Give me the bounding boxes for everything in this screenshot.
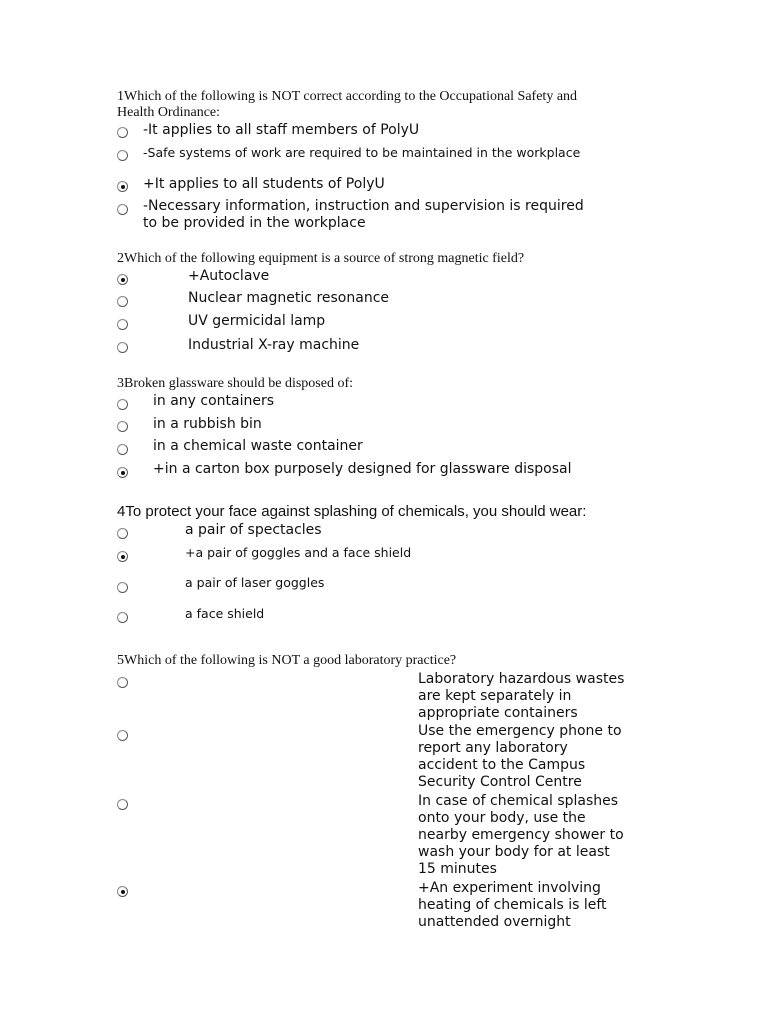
q1-option-4-label-cont: to be provided in the workplace	[143, 215, 366, 231]
q4-option-2-label: +a pair of goggles and a face shield	[185, 545, 412, 560]
question-1-text: 1Which of the following is NOT correct according to the Occupational Safety and	[117, 89, 578, 104]
question-3-text: 3Broken glassware should be disposed of:	[117, 376, 354, 391]
q2-option-3-label: UV germicidal lamp	[188, 313, 326, 329]
q3-option-1-label: in any containers	[153, 393, 275, 409]
q5-option-1-radio[interactable]	[117, 677, 128, 688]
q5-option-2-label-line-4: Security Control Centre	[418, 774, 582, 790]
question-1-text-cont: Health Ordinance:	[117, 105, 221, 120]
q5-option-2-label-line-3: accident to the Campus	[418, 757, 586, 773]
q4-option-1-label: a pair of spectacles	[185, 522, 322, 538]
q3-option-3-radio[interactable]	[117, 444, 128, 455]
q5-option-1-label-line-2: are kept separately in	[418, 688, 572, 704]
q4-option-4-label: a face shield	[185, 606, 265, 621]
q5-option-3-label-line-2: onto your body, use the	[418, 810, 586, 826]
q3-option-2-radio[interactable]	[117, 421, 128, 432]
question-5-text: 5Which of the following is NOT a good laboratory practice?	[117, 653, 457, 668]
q1-option-1-radio[interactable]	[117, 127, 128, 138]
question-2-text: 2Which of the following equipment is a source of strong magnetic field?	[117, 251, 525, 266]
q4-option-1-radio[interactable]	[117, 528, 128, 539]
q3-option-2-label: in a rubbish bin	[153, 416, 262, 432]
q5-option-4-label-line-3: unattended overnight	[418, 914, 571, 930]
q1-option-1-label: -It applies to all staff members of PolyU	[143, 122, 420, 138]
q5-option-3-label-line-5: 15 minutes	[418, 861, 497, 877]
q2-option-1-radio[interactable]	[117, 274, 128, 285]
q2-option-2-radio[interactable]	[117, 296, 128, 307]
q1-option-2-radio[interactable]	[117, 150, 128, 161]
q4-option-3-radio[interactable]	[117, 582, 128, 593]
q5-option-3-label-line-1: In case of chemical splashes	[418, 793, 619, 809]
q2-option-3-radio[interactable]	[117, 319, 128, 330]
q2-option-4-radio[interactable]	[117, 342, 128, 353]
q1-option-4-label: -Necessary information, instruction and supervision is required	[143, 198, 584, 214]
q3-option-4-radio[interactable]	[117, 467, 128, 478]
q5-option-3-label-line-3: nearby emergency shower to	[418, 827, 624, 843]
question-4-text: 4To protect your face against splashing of chemicals, you should wear:	[117, 503, 587, 520]
q2-option-2-label: Nuclear magnetic resonance	[188, 290, 390, 306]
q1-option-3-radio[interactable]	[117, 181, 128, 192]
q2-option-1-label: +Autoclave	[188, 268, 270, 284]
q4-option-4-radio[interactable]	[117, 612, 128, 623]
q5-option-2-label-line-1: Use the emergency phone to	[418, 723, 622, 739]
q5-option-1-label-line-3: appropriate containers	[418, 705, 578, 721]
q5-option-3-label-line-4: wash your body for at least	[418, 844, 610, 860]
q5-option-4-radio[interactable]	[117, 886, 128, 897]
q5-option-2-radio[interactable]	[117, 730, 128, 741]
q3-option-4-label: +in a carton box purposely designed for glassware disposal	[153, 461, 572, 477]
q5-option-4-label-line-2: heating of chemicals is left	[418, 897, 607, 913]
q5-option-1-label-line-1: Laboratory hazardous wastes	[418, 671, 625, 687]
q3-option-3-label: in a chemical waste container	[153, 438, 363, 454]
q5-option-4-label-line-1: +An experiment involving	[418, 880, 601, 896]
q1-option-4-radio[interactable]	[117, 204, 128, 215]
q1-option-2-label: -Safe systems of work are required to be maintained in the workplace	[143, 145, 581, 160]
q3-option-1-radio[interactable]	[117, 399, 128, 410]
q2-option-4-label: Industrial X-ray machine	[188, 337, 360, 353]
q4-option-3-label: a pair of laser goggles	[185, 575, 325, 590]
q1-option-3-label: +It applies to all students of PolyU	[143, 176, 385, 192]
q4-option-2-radio[interactable]	[117, 551, 128, 562]
q5-option-2-label-line-2: report any laboratory	[418, 740, 568, 756]
q5-option-3-radio[interactable]	[117, 799, 128, 810]
